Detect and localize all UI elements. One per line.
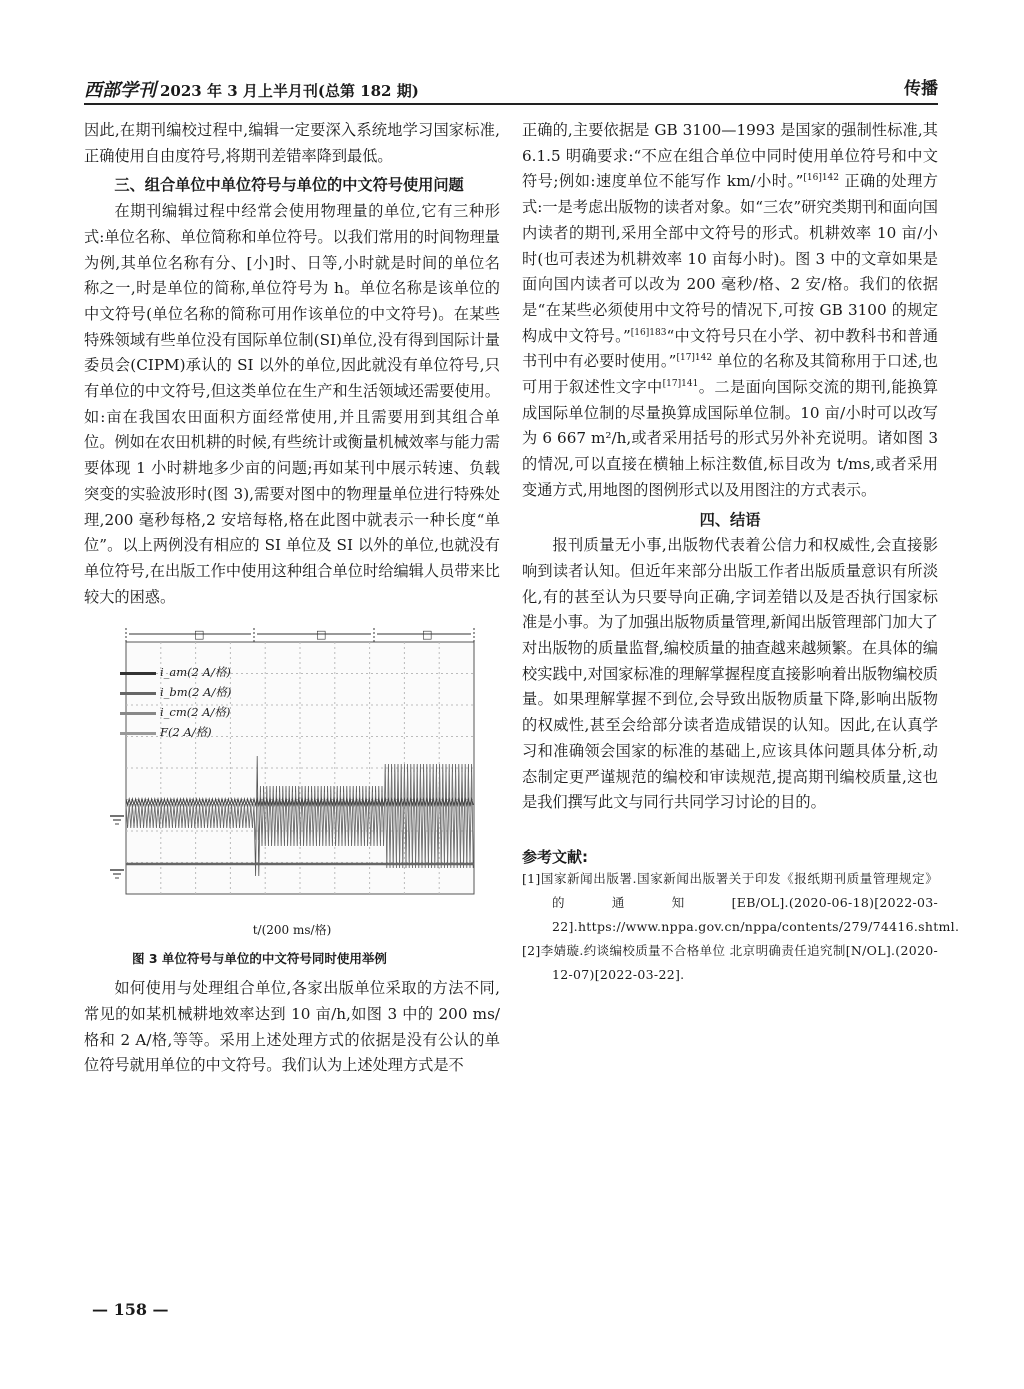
segment-mark-2: □ [316, 628, 327, 642]
paragraph: 因此,在期刊编校过程中,编辑一定要深入系统地学习国家标准,正确使用自由度符号,将期刊差错率降到最低。 [84, 121, 500, 165]
paragraph: 如何使用与处理组合单位,各家出版单位采取的方法不同,常见的如某机械耕地效率达到 10 亩/h,如图 3 中的 200 ms/格和 2 A/格,等等。采用上述处理方式的依据是没有公认的单位符号就用单位的中文符号。我们认为上述处理方式是不 [84, 979, 500, 1075]
running-header [84, 68, 938, 102]
reference-item: [1]国家新闻出版署.国家新闻出版署关于印发《报纸期刊质量管理规定》的通知[EB/OL].(2020-06-18)[2022-03-22].https://www.nppa.gov.cn/nppa/contents/279/74416.shtml. [522, 870, 960, 934]
figure-x-label: t/(200 ms/格) [252, 923, 332, 938]
section-heading: 四、结语 [699, 510, 761, 529]
issue-label: 2023 年 3 月上半月刊(总第 182 期) [160, 82, 419, 100]
right-column [522, 118, 960, 987]
ground-icon [110, 870, 124, 878]
section-label: 传播 [904, 79, 938, 99]
journal-issue [84, 76, 419, 102]
ground-icon [110, 816, 124, 824]
citation: [17]142 [676, 353, 713, 364]
left-column [84, 118, 500, 1079]
legend-item: i_am(2 A/格) [120, 664, 231, 680]
figure-caption: 图 3 单位符号与单位的中文符号同时使用举例 [132, 951, 387, 967]
paragraph: 正确的,主要依据是 GB 3100—1993 是国家的强制性标准,其 6.1.5 明确要求:“不应在组合单位中同时使用单位符号和中文符号;例如:速度单位不能写作 km/小时。”$^{[16]142}$ 正确的处理方式:一是考虑出版物的读者对象。如“三农”研究类期刊和面向国内读者的期刊,采用全部中文符号的形式。机耕效率 10 亩/小时(也可表述为机耕效率 10 亩每小时)。图 3 中的文章如果是面向国内读者可以改为 200 毫秒/格、2 安/格。我们的依据是“在某些必须使用中文符号的情况下,可按 GB 3100 的规定构成中文符号。”$^{[16]183}$“中文符号只在小学、初中教科书和普通书刊中有必要时使用。”$^{[17]142}$ 单位的名称及其简称用于口述,也可用于叙述性文字中$^{[17]141}$。二是面向国际交流的期刊,能换算成国际单位制的尽量换算成国际单位制。10 亩/小时可以改写为 6 667 m²/h,或者采用括号的形式另外补充说明。诸如图 3 的情况,可以直接在横轴上标注数值,标目改为 t/ms,或者采用变通方式,用地图的图例形式以及用图注的方式表示。 [522, 121, 939, 499]
citation: [17]141 [662, 378, 699, 389]
section-heading: 三、组合单位中单位符号与单位的中文符号使用问题 [114, 176, 464, 195]
reference-item: [2]李婧璇.约谈编校质量不合格单位 北京明确责任追究制[N/OL].(2020-12-07)[2022-03-22]. [522, 942, 938, 982]
citation: [16]183 [630, 327, 667, 338]
references-heading: 参考文献: [522, 847, 588, 866]
journal-logo: 西部学刊 [84, 80, 156, 101]
segment-mark-1: □ [194, 628, 205, 642]
citation: [16]142 [803, 173, 840, 184]
figure-3 [84, 624, 500, 968]
paragraph: 报刊质量无小事,出版物代表着公信力和权威性,会直接影响到读者认知。但近年来部分出版工作者出版质量意识有所淡化,有的甚至认为只要导向正确,字词差错以及是否执行国家标准是小事。为了加强出版物质量管理,新闻出版管理部门加大了对出版物的质量监督,编校质量的抽查越来越频繁。在具体的编校实践中,对国家标准的理解掌握程度直接影响着出版物编校质量。如果理解掌握不到位,会导致出版物质量下降,影响出版物的权威性,甚至会给部分读者造成错误的认知。因此,在认真学习和准确领会国家的标准的基础上,应该具体问题具体分析,动态制定更严谨规范的编校和审读规范,提高期刊编校质量,这也是我们撰写此文与同行共同学习讨论的目的。 [522, 536, 938, 812]
legend-item: i_bm(2 A/格) [120, 684, 231, 700]
legend-item: i_cm(2 A/格) [120, 704, 230, 720]
header-divider [84, 103, 938, 105]
page-number: — 158 — [92, 1300, 169, 1319]
segment-mark-3: □ [422, 628, 433, 642]
paragraph: 在期刊编辑过程中经常会使用物理量的单位,它有三种形式:单位名称、单位简称和单位符号。以我们常用的时间物理量为例,其单位名称有分、[小]时、日等,小时就是时间的单位名称之一,时是单位的简称,单位符号为 h。单位名称是该单位的中文符号(单位名称的简称可用作该单位的中文符号)。在某些特殊领域有些单位没有国际单位制(SI)单位,没有得到国际计量委员会(CIPM)承认的 SI 以外的单位,因此就没有单位符号,只有单位的中文符号,但这类单位在生产和生活领域还需要使用。如:亩在我国农田面积方面经常使用,并且需要用到其组合单位。例如在农田机耕的时候,有些统计或衡量机械效率与能力需要体现 1 小时耕地多少亩的问题;再如某刊中展示转速、负载突变的实验波形时(图 3),需要对图中的物理量单位进行特殊处理,200 毫秒每格,2 安培每格,格在此图中就表示一种长度“单位”。以上两例没有相应的 SI 单位及 SI 以外的单位,也就没有单位符号,在出版工作中使用这种组合单位时给编辑人员带来比较大的困惑。 [84, 202, 500, 606]
legend-item: F(2 A/格) [120, 724, 212, 740]
